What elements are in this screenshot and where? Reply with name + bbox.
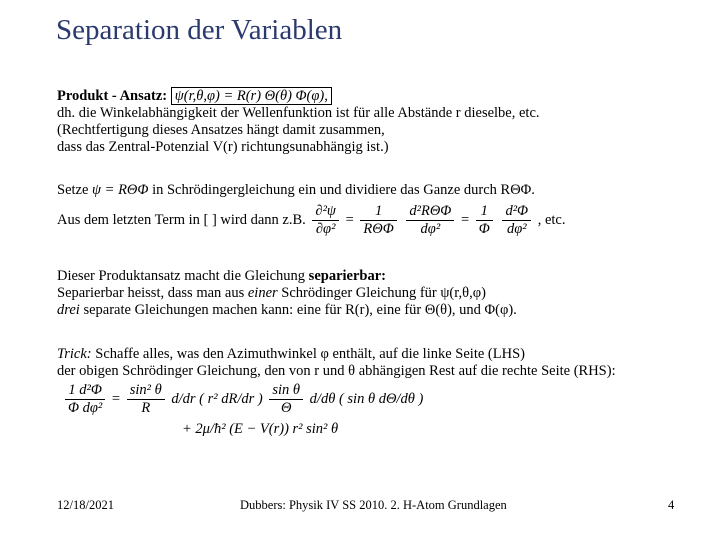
ansatz-block [57,88,540,156]
setze-line2 [57,203,566,238]
ansatz-line2: dh. die Winkelabhängigkeit der Wellenfunktion ist für alle Abstände r dieselbe, etc. [57,105,540,121]
final-t1-rest: d/dr ( r² dR/dr ) [171,390,263,407]
sep-line2-it: einer [247,285,278,301]
trick-block [57,346,616,380]
eq-sign-2: = [460,211,470,228]
trick-line2: der obigen Schrödinger Gleichung, den von r und θ abhängigen Rest auf die rechte Seite (RHS): [57,363,616,379]
trick-label: Trick: [57,346,92,362]
separierbar-block [57,268,517,319]
footer-page: 4 [668,498,675,512]
frac-d2psi: $\frac{\text{∂²ψ}}{\text{∂φ²}}$ [312,203,339,238]
sep-line3-post: separate Gleichungen machen kann: eine für R(r), eine für Θ(θ), und Φ(φ). [83,302,517,318]
trick-line1: Schaffe alles, was den Azimuthwinkel φ enthält, auf die linke Seite (LHS) [95,346,525,362]
setze-psi: ψ = RΘΦ [92,182,149,198]
frac-d2rtp: $\frac{\text{d²RΘΦ}}{\text{dφ²}}$ [406,203,454,238]
sep-line1-pre: Dieser Produktansatz macht die Gleichung [57,268,306,284]
sep-line2-pre: Separierbar heisst, dass man aus [57,285,245,301]
ansatz-label: Produkt - Ansatz: [57,88,168,104]
frac-1-over-rtp: $\frac{1}{\text{RΘΦ}}$ [360,203,396,238]
ansatz-line3: (Rechtfertigung dieses Ansatzes hängt damit zusammen, [57,122,385,138]
frac-1-over-phi: $\frac{1}{\Phi}$ [476,203,493,238]
sep-line1-bold: separierbar: [308,268,386,284]
final-eq-sign: = [111,390,121,407]
sep-line2-post: Schrödinger Gleichung für ψ(r,θ,φ) [281,285,486,301]
final-lhs: $\frac{\text{1 d²Φ}}{\text{Φ dφ²}}$ [65,382,105,417]
setze-post: in Schrödingergleichung ein und dividiere das Ganze durch RΘΦ. [152,182,535,198]
ansatz-formula: ψ(r,θ,φ) = R(r) Θ(θ) Φ(φ), [171,87,332,105]
final-t1-frac: $\frac{\text{sin² θ}}{R}$ [127,382,165,417]
setze-etc: , etc. [537,211,566,228]
slide-title: Separation der Variablen [56,14,343,46]
final-t3: + 2μ/ħ² (E − V(r)) r² sin² θ [182,421,339,437]
final-t2-frac: $\frac{\text{sin θ}}{\Theta}$ [269,382,303,417]
final-t2-rest: d/dθ ( sin θ dΘ/dθ ) [309,390,424,407]
footer-center: Dubbers: Physik IV SS 2010. 2. H-Atom Grundlagen [240,498,507,512]
setze-line1 [57,182,535,199]
ansatz-line4: dass das Zentral-Potenzial V(r) richtungsunabhängig ist.) [57,139,389,155]
final-equation [62,382,423,438]
frac-d2phi: $\frac{\text{d²Φ}}{\text{dφ²}}$ [502,203,531,238]
setze-pre: Setze [57,182,89,198]
footer-date: 12/18/2021 [57,498,114,512]
sep-line3-it: drei [57,302,80,318]
eq-sign-1: = [345,211,354,228]
setze-line2-pre: Aus dem letzten Term in [ ] wird dann z.B. [57,211,306,228]
